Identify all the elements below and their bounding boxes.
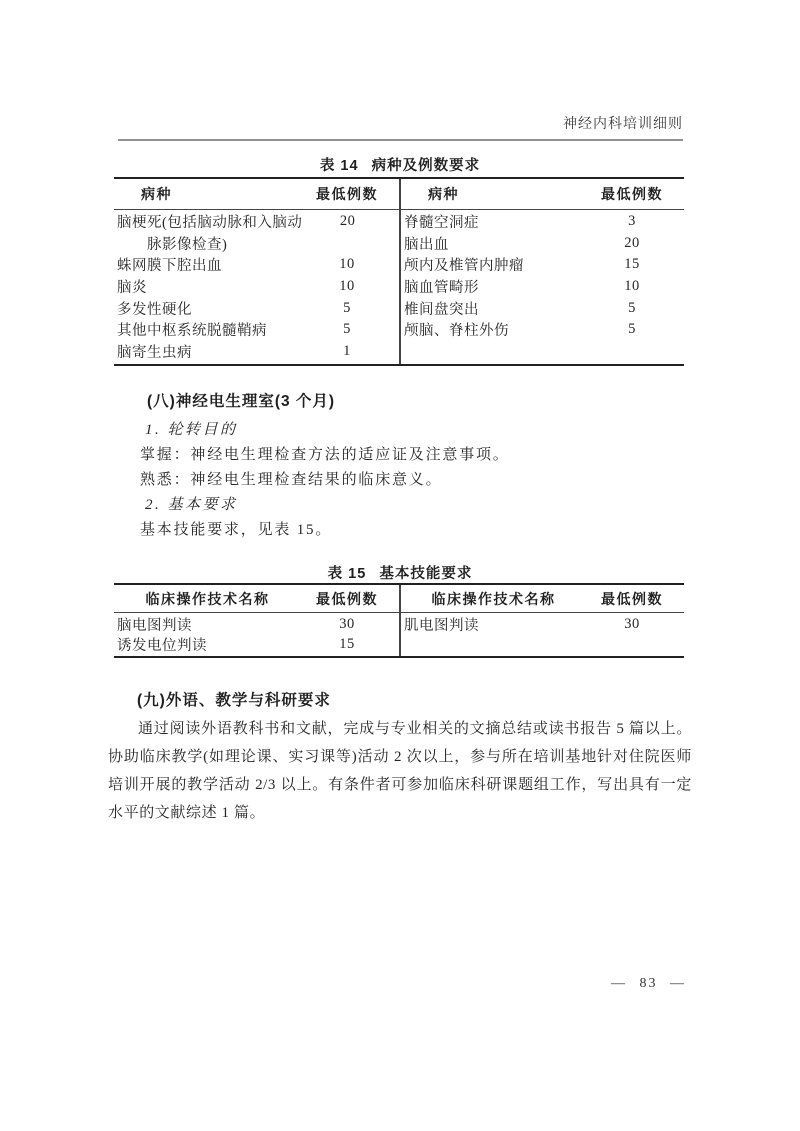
disease-name: 脑出血 — [404, 236, 449, 253]
min-cases-value: 1 — [343, 342, 351, 359]
table-basic-skills — [114, 583, 684, 658]
table-row — [401, 297, 684, 319]
min-cases-value: 10 — [339, 256, 355, 273]
running-head — [118, 113, 683, 141]
min-cases-value: 5 — [628, 321, 636, 338]
min-cases-value: 5 — [628, 299, 636, 316]
skills-note-line: 基本技能要求，见表 15。 — [140, 522, 333, 538]
table14-caption — [0, 154, 800, 175]
min-cases-value: 20 — [624, 234, 640, 251]
table-row — [401, 276, 684, 298]
page-number: — 83 — — [611, 976, 686, 991]
column-header-disease: 病种 — [428, 186, 459, 202]
table15-caption-label: 表 15 — [327, 566, 367, 582]
skill-name: 肌电图判读 — [404, 617, 479, 634]
disease-name: 其他中枢系统脱髓鞘病 — [117, 323, 267, 340]
disease-name: 蛛网膜下腔出血 — [117, 258, 222, 275]
disease-name: 多发性硬化 — [117, 301, 192, 318]
disease-name: 脊髓空洞症 — [404, 215, 479, 232]
table14-right-header — [401, 179, 684, 210]
table14-caption-title: 病种及例数要求 — [371, 158, 481, 174]
disease-name: 脑梗死(包括脑动脉和入脑动 — [117, 215, 303, 232]
table15-left-body — [114, 613, 399, 656]
min-cases-value: 10 — [624, 278, 640, 295]
table15-right-half — [399, 585, 684, 656]
table15-right-body — [401, 613, 684, 636]
min-cases-value: 3 — [628, 213, 636, 230]
min-cases-value: 30 — [624, 615, 640, 632]
table14-right-half — [399, 179, 684, 364]
min-cases-value: 30 — [339, 615, 355, 632]
column-header-skill: 临床操作技术名称 — [145, 590, 270, 607]
table-row — [114, 276, 399, 298]
table14-caption-label: 表 14 — [319, 158, 359, 174]
section-8-electrophysiology — [118, 389, 684, 543]
basic-requirement-item: 2. 基本要求 — [145, 497, 238, 513]
min-cases-value: 5 — [343, 321, 351, 338]
table-row — [401, 254, 684, 276]
disease-name: 颅脑、脊柱外伤 — [404, 323, 509, 340]
min-cases-value: 10 — [339, 278, 355, 295]
running-head-title: 神经内科培训细则 — [563, 117, 683, 132]
disease-name: 脑寄生虫病 — [117, 344, 192, 361]
section-8-heading: (八)神经电生理室(3 个月) — [147, 393, 336, 410]
table-row — [114, 233, 399, 255]
disease-name: 颅内及椎管内肿瘤 — [404, 258, 524, 275]
table14-left-header — [114, 179, 399, 210]
table15-right-header — [401, 585, 684, 613]
column-header-min-cases: 最低例数 — [316, 590, 378, 607]
table-row — [401, 614, 684, 634]
table-row — [114, 634, 399, 654]
table-row — [114, 211, 399, 233]
section-9-language-teaching-research — [108, 688, 692, 827]
min-cases-value: 5 — [343, 299, 351, 316]
column-header-skill: 临床操作技术名称 — [431, 590, 556, 607]
disease-name: 椎间盘突出 — [404, 301, 479, 318]
table14-left-half — [114, 179, 399, 364]
skill-name: 脑电图判读 — [117, 617, 192, 634]
table15-left-header — [114, 585, 399, 613]
disease-name: 脑炎 — [117, 280, 147, 297]
table15-caption — [0, 562, 800, 583]
table14-left-body — [114, 210, 399, 364]
table-row — [114, 297, 399, 319]
table-row — [114, 341, 399, 363]
column-header-disease: 病种 — [141, 186, 172, 202]
table-row — [401, 233, 684, 255]
min-cases-value: 20 — [339, 213, 356, 230]
column-header-min-cases: 最低例数 — [601, 590, 663, 607]
column-header-min-cases: 最低例数 — [601, 186, 663, 202]
min-cases-value: 15 — [624, 256, 640, 273]
column-header-min-cases: 最低例数 — [316, 186, 378, 202]
table-row — [114, 319, 399, 341]
table-row — [114, 614, 399, 634]
table-row — [401, 319, 684, 341]
table-disease-requirements — [114, 177, 684, 366]
disease-name: 脑血管畸形 — [404, 280, 479, 297]
section-9-heading: (九)外语、教学与科研要求 — [137, 692, 331, 709]
min-cases-value: 15 — [339, 635, 355, 652]
table-row — [401, 211, 684, 233]
table15-caption-title: 基本技能要求 — [379, 566, 473, 582]
table15-left-half — [114, 585, 399, 656]
master-requirement-line: 掌握：神经电生理检查方法的适应证及注意事项。 — [140, 447, 510, 463]
skill-name: 诱发电位判读 — [117, 637, 207, 654]
rotation-purpose-item: 1. 轮转目的 — [145, 422, 238, 438]
familiar-requirement-line: 熟悉：神经电生理检查结果的临床意义。 — [140, 472, 443, 488]
section-9-paragraph: 通过阅读外语教科书和文献，完成与专业相关的文摘总结或读书报告 5 篇以上。协助临床教学(如理论课、实习课等)活动 2 次以上，参与所在培训基地针对住院医师培训开展的教学活动 2/3 以上。有条件者可参加临床科研课题组工作，写出具有一定水平的文献综述 1 篇。 — [108, 721, 692, 821]
disease-name: 脉影像检查) — [117, 236, 228, 253]
table-row — [114, 254, 399, 276]
table14-right-body — [401, 210, 684, 343]
